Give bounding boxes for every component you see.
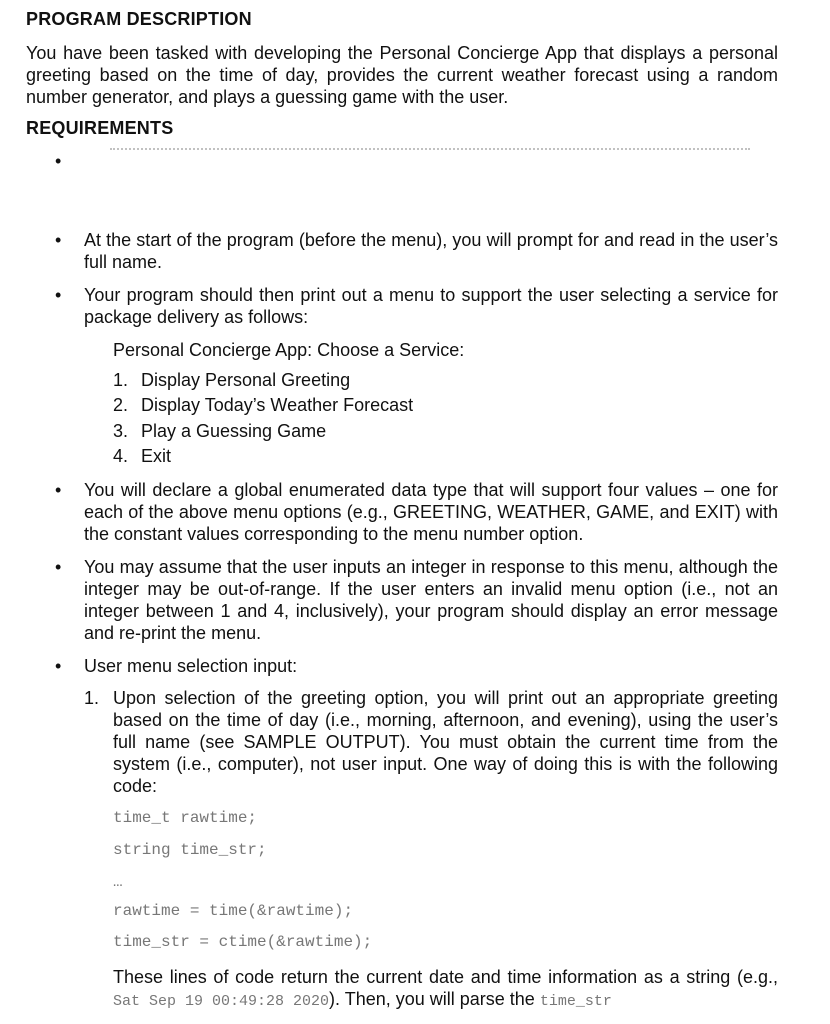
- bullet-text: You may assume that the user inputs an integer in response to this menu, although the integer may be out-of-range. If the user enters an invalid menu option (i.e., not an integer between 1 and 4, inclusively), your program should display an error message and re-print the menu.: [84, 557, 778, 643]
- menu-item-greeting: 1. Display Personal Greeting: [113, 370, 351, 390]
- bullet-text: You will declare a global enumerated data type that will support four values – one for each of the above menu options (e.g., GREETING, WEATHER, GAME, and EXIT) with the constant values corresponding to the menu number option.: [84, 480, 778, 544]
- bullet-text: At the start of the program (before the menu), you will prompt for and read in the user’s full name.: [84, 230, 778, 272]
- selection-text: Upon selection of the greeting option, you will print out an appropriate greeting based on the time of day (i.e., morning, afternoon, and evening), using the user’s full name (see SAMPLE OUTPUT). You must obtain the current time from the system (i.e., computer), not user input. One way of doing this is with the following code:: [113, 688, 778, 796]
- menu-item-game: 3. Play a Guessing Game: [113, 421, 327, 441]
- example-date: Sat Sep 19 00:49:28 2020: [113, 993, 330, 1010]
- garbled-text-line: [110, 148, 750, 158]
- code-line-2: string time_str;: [113, 841, 267, 859]
- requirements-heading: REQUIREMENTS: [26, 118, 174, 138]
- bullet-icon: •: [55, 151, 62, 171]
- bullet-icon: •: [55, 656, 62, 676]
- code-line-3: rawtime = time(&rawtime);: [113, 902, 354, 920]
- menu-item-weather: 2. Display Today’s Weather Forecast: [113, 395, 414, 415]
- program-description-heading: PROGRAM DESCRIPTION: [26, 9, 252, 29]
- code-ellipsis: …: [113, 873, 123, 891]
- code-line-4: time_str = ctime(&rawtime);: [113, 933, 373, 951]
- program-description-body: You have been tasked with developing the Personal Concierge App that displays a personal greeting based on the time of day, provides the current weather forecast using a random number generator, and plays a guessing game with the user.: [26, 43, 778, 107]
- bullet-icon: •: [55, 230, 62, 250]
- code-line-1: time_t rawtime;: [113, 809, 258, 827]
- menu-title: Personal Concierge App: Choose a Service:: [113, 340, 465, 360]
- bullet-icon: •: [55, 285, 62, 305]
- bullet-text: Your program should then print out a menu to support the user selecting a service for package delivery as follows:: [84, 285, 778, 327]
- menu-item-exit: 4. Exit: [113, 446, 172, 466]
- selection-number: 1.: [84, 688, 100, 708]
- bullet-icon: •: [55, 557, 62, 577]
- time-str-var: time_str: [539, 993, 612, 1010]
- bullet-text: User menu selection input:: [84, 656, 298, 676]
- bullet-icon: •: [55, 480, 62, 500]
- closing-paragraph: These lines of code return the current date and time information as a string (e.g., Sat Sep 19 00:49:28 2020). Then, you will parse the time_str: [113, 967, 778, 1010]
